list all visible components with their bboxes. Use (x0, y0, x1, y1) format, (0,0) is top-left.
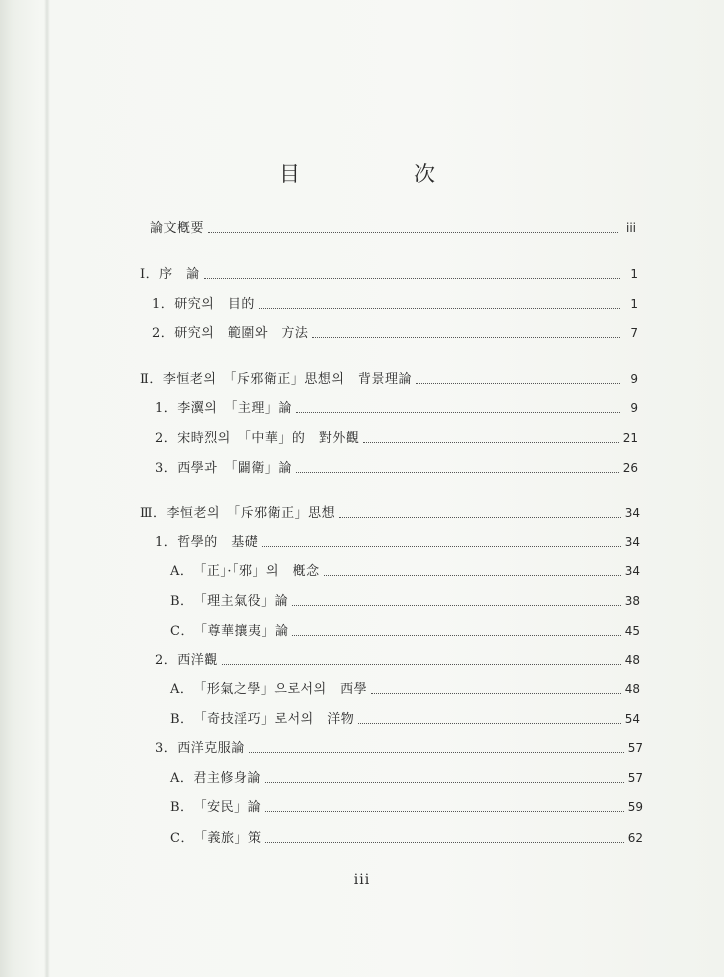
toc-leader-dots (204, 268, 620, 279)
toc-entry-section-3-1[interactable] (155, 533, 640, 551)
toc-entry-section-2-1[interactable] (155, 399, 638, 417)
toc-number: 3． (155, 741, 178, 756)
toc-entry-chapter-1[interactable] (140, 265, 638, 283)
toc-page-number: 48 (624, 653, 640, 667)
toc-label: 論文槪要 (150, 221, 205, 236)
toc-entry-chapter-2[interactable] (140, 370, 638, 388)
toc-leader-dots (296, 462, 619, 473)
toc-label: 西洋觀 (177, 653, 218, 668)
toc-entry-section-3-3[interactable] (155, 739, 643, 757)
toc-label: 「形氣之學」으로서의 西學 (193, 682, 368, 697)
toc-leader-dots (416, 373, 620, 384)
toc-entry-abstract[interactable] (150, 219, 636, 237)
toc-entry-section-1-2[interactable] (152, 324, 638, 342)
toc-label: 序 論 (159, 267, 200, 282)
toc-page-number: 57 (627, 741, 643, 755)
toc-page-number: 48 (624, 682, 640, 696)
toc-page-number: 7 (630, 326, 638, 340)
toc-number: Ⅲ． (140, 506, 167, 521)
toc-number: 3． (155, 461, 178, 476)
page-title (0, 158, 724, 188)
toc-page-number: 57 (627, 771, 643, 785)
toc-page-number: 1 (630, 297, 638, 311)
toc-entry-section-3-3-c[interactable] (170, 829, 643, 847)
toc-label: 「義旅」策 (193, 831, 262, 846)
toc-leader-dots (265, 801, 624, 812)
toc-number: C． (170, 831, 194, 846)
toc-leader-dots (249, 742, 624, 753)
toc-page-number: 34 (624, 506, 640, 520)
toc-number: C． (170, 624, 194, 639)
toc-number: 2． (155, 431, 178, 446)
toc-entry-section-2-2[interactable] (155, 429, 638, 447)
toc-label: 李恒老의 「斥邪衛正」思想 (166, 506, 336, 521)
toc-page-number: 54 (624, 712, 640, 726)
toc-entry-section-3-1-b[interactable] (170, 592, 640, 610)
toc-entry-section-2-3[interactable] (155, 459, 638, 477)
toc-number: A． (170, 564, 194, 579)
toc-page-number: 26 (622, 461, 638, 475)
toc-page-number: iii (625, 221, 636, 235)
toc-label: 研究의 範圍와 方法 (174, 326, 309, 341)
toc-number: 1． (155, 535, 178, 550)
toc-page-number: 62 (627, 831, 643, 845)
toc-number: Ⅱ． (140, 372, 163, 387)
page-number-footer: iii (353, 872, 371, 888)
toc-leader-dots (358, 713, 620, 724)
toc-label: 哲學的 基礎 (177, 535, 259, 550)
toc-label: 李恒老의 「斥邪衛正」思想의 背景理論 (162, 372, 412, 387)
toc-leader-dots (371, 683, 621, 694)
toc-leader-dots (292, 625, 620, 636)
toc-label: 「正」·「邪」의 槪念 (193, 564, 320, 579)
toc-entry-section-3-2[interactable] (155, 651, 640, 669)
toc-leader-dots (262, 536, 620, 547)
toc-page-number: 9 (630, 372, 638, 386)
toc-leader-dots (363, 432, 618, 443)
toc-number: 1． (155, 401, 178, 416)
toc-leader-dots (312, 327, 620, 338)
toc-leader-dots (208, 222, 618, 233)
toc-number: Ⅰ． (140, 267, 160, 282)
toc-leader-dots (292, 595, 621, 606)
toc-page-number: 1 (630, 267, 638, 281)
toc-leader-dots (265, 832, 623, 843)
toc-entry-section-3-1-c[interactable] (170, 622, 640, 640)
toc-number: 2． (155, 653, 178, 668)
toc-label: 「尊華攘夷」論 (193, 624, 289, 639)
toc-number: A． (170, 682, 194, 697)
toc-leader-dots (222, 654, 621, 665)
toc-page-number: 9 (630, 401, 638, 415)
toc-entry-section-3-2-a[interactable] (170, 680, 640, 698)
toc-label: 宋時烈의 「中華」的 對外觀 (177, 431, 360, 446)
toc-entry-section-3-2-b[interactable] (170, 710, 640, 728)
toc-number: B． (170, 800, 194, 815)
toc-label: 「理主氣役」論 (193, 594, 289, 609)
toc-leader-dots (259, 298, 620, 309)
toc-entry-section-3-3-b[interactable] (170, 798, 643, 816)
toc-leader-dots (339, 507, 621, 518)
toc-label: 西洋克服論 (177, 741, 245, 756)
toc-page-number: 34 (624, 535, 640, 549)
toc-number: B． (170, 712, 194, 727)
toc-leader-dots (324, 565, 621, 576)
page-title-part2: 次 (414, 162, 435, 186)
toc-label: 「安民」論 (193, 800, 262, 815)
toc-page-number: 45 (624, 624, 640, 638)
toc-page-number: 21 (622, 431, 638, 445)
toc-leader-dots (265, 772, 624, 783)
toc-leader-dots (296, 402, 620, 413)
toc-label: 研究의 目的 (174, 297, 255, 312)
toc-label: 李瀷의 「主理」論 (177, 401, 292, 416)
toc-entry-section-3-1-a[interactable] (170, 562, 640, 580)
page-title-part1: 目 (279, 162, 300, 186)
toc-label: 君主修身論 (193, 771, 261, 786)
toc-number: 1． (152, 297, 175, 312)
toc-page-number: 34 (624, 564, 640, 578)
page-fold-shadow (44, 0, 50, 977)
toc-entry-section-1-1[interactable] (152, 295, 638, 313)
toc-number: B． (170, 594, 194, 609)
toc-label: 「奇技淫巧」로서의 洋物 (193, 712, 355, 727)
toc-page-number: 38 (624, 594, 640, 608)
toc-entry-section-3-3-a[interactable] (170, 769, 643, 787)
toc-number: A． (170, 771, 194, 786)
toc-entry-chapter-3[interactable] (140, 504, 640, 522)
toc-number: 2． (152, 326, 175, 341)
toc-page-number: 59 (627, 800, 643, 814)
toc-label: 西學과 「闢衛」論 (177, 461, 292, 476)
